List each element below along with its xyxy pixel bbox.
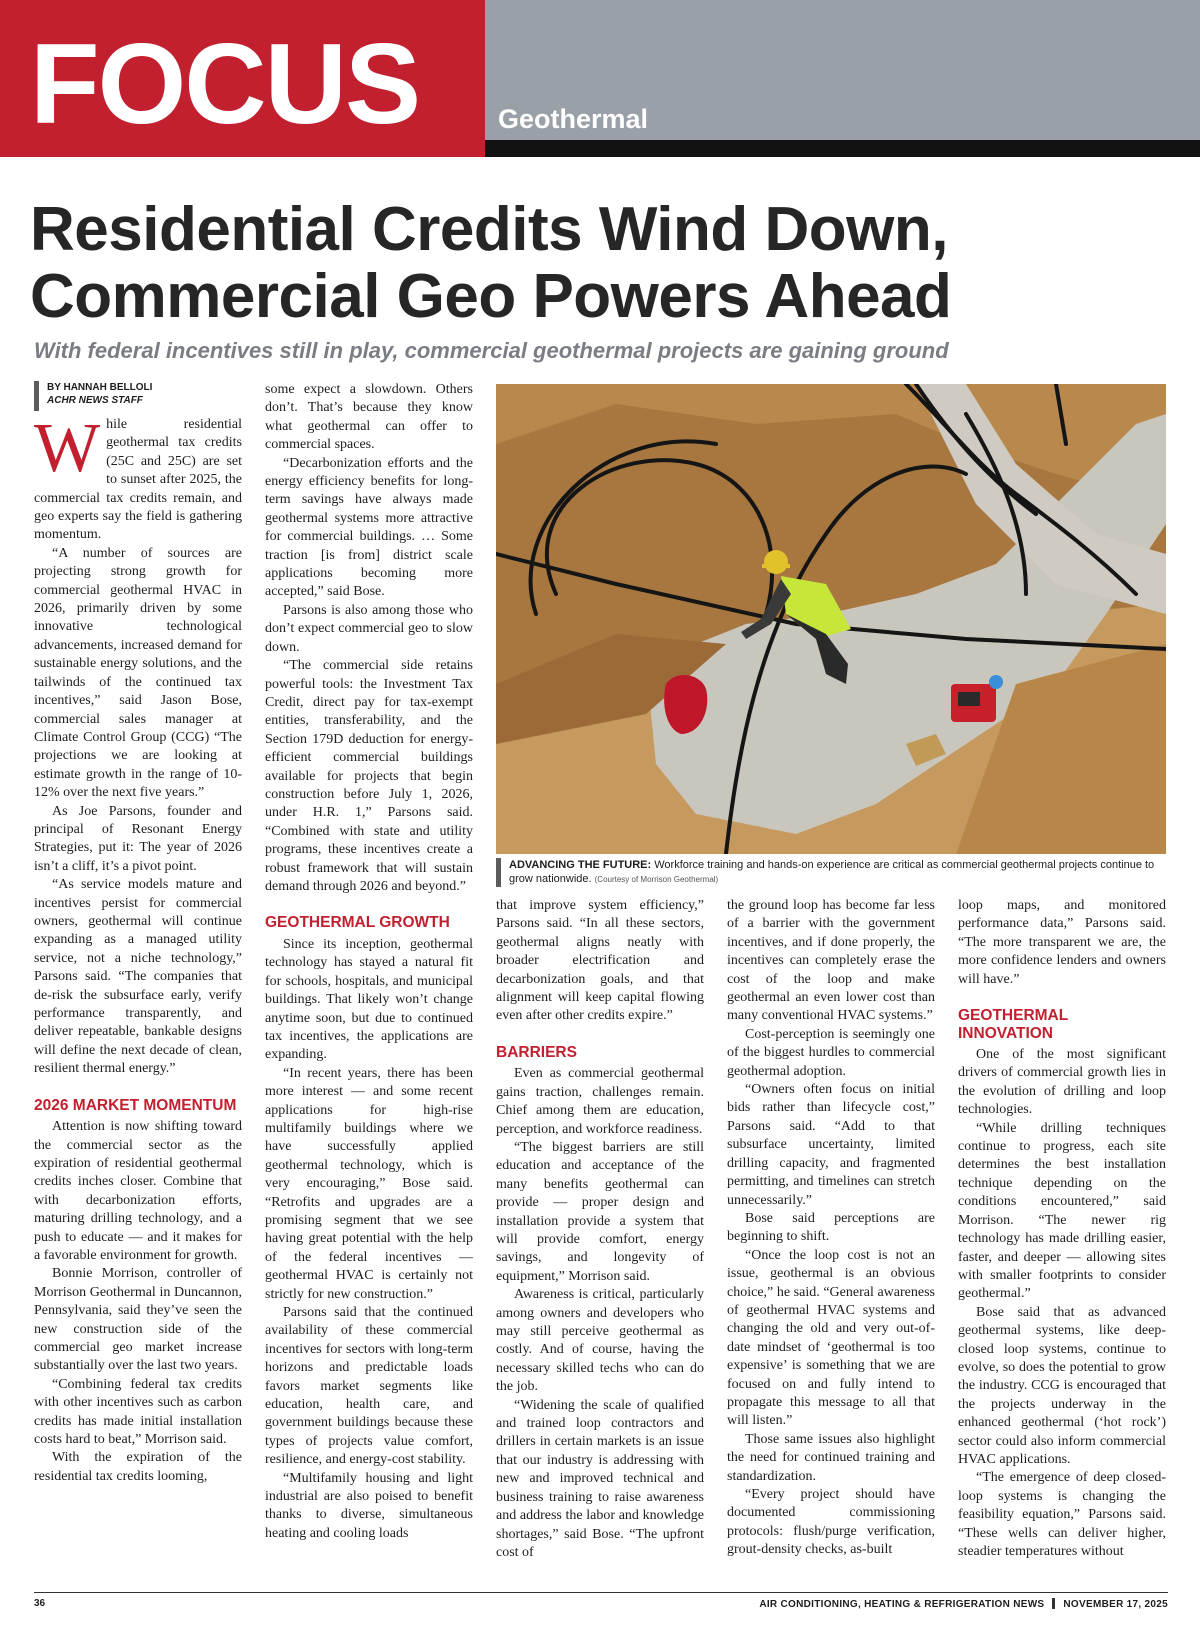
paragraph: that improve system efficiency,” Parsons said. “In all these sectors, geothermal aligns neatly with broader electrification and decarbonization goals, and that alignment will keep capital flowing even after other credits expire.” bbox=[496, 898, 704, 1024]
footer-separator bbox=[1052, 1598, 1055, 1609]
paragraph: “The biggest barriers are still education and acceptance of the many benefits geothermal can provide — proper design and installation provide a system that will provide comfort, energy savings, and longevity of equipment,” Morrison said. bbox=[496, 1139, 704, 1284]
paragraph: “Widening the scale of qualified and trained loop contractors and drillers in certain markets is an issue that our industry is addressing with new and improved technical and business training to raise awareness and address the labor and knowledge shortages,” said Bose. “The upfront cost of bbox=[496, 1397, 704, 1560]
paragraph: “Owners often focus on initial bids rather than lifecycle cost,” Parsons said. “Add to that subsurface uncertainty, limited drilling capacity, and fragmented permitting, and timelines can stretch unnecessarily.” bbox=[727, 1082, 935, 1208]
paragraph: Awareness is critical, particularly among owners and developers who may still perceive geothermal as costly. And of course, having the necessary skilled techs who can do the job. bbox=[496, 1287, 704, 1395]
page-number: 36 bbox=[34, 1598, 46, 1609]
focus-label: FOCUS bbox=[30, 21, 419, 148]
paragraph: Bose said that as advanced geothermal systems, like deep-closed loop systems, continue to evolve, so does the potential to grow the industry. CCG is encouraged that the projects underway in the enhanced geothermal (‘hot rock’) sector could also inform commercial HVAC applications. bbox=[958, 1304, 1166, 1467]
issue-date: NOVEMBER 17, 2025 bbox=[1063, 1599, 1168, 1610]
section-label: Geothermal bbox=[498, 104, 649, 134]
paragraph: Parsons said that the continued availability of these commercial incentives for sectors with long-term horizons and predictable loads favors market segments like education, health care, and government buildings because these types of projects value comfort, resilience, and energy-cost stability. bbox=[265, 1305, 473, 1468]
paragraph: “In recent years, there has been more interest — and some recent applications for high-rise multifamily buildings where we have successfully applied geothermal technology, which is very encouraging,” Bose said. “Retrofits and upgrades are a promising segment that we see having great potential with the help of the federal incentives — geothermal HVAC is certainly not strictly for new construction.” bbox=[265, 1065, 473, 1302]
headline-line-1: Residential Credits Wind Down, bbox=[30, 195, 948, 264]
banner-rule bbox=[485, 140, 1200, 157]
paragraph: Bose said perceptions are beginning to shift. bbox=[727, 1210, 935, 1245]
paragraph: One of the most significant drivers of commercial growth lies in the evolution of drilling and loop technologies. bbox=[958, 1047, 1166, 1118]
paragraph: Cost-perception is seemingly one of the biggest hurdles to commercial geothermal adoption. bbox=[727, 1026, 935, 1079]
paragraph: the ground loop has become far less of a barrier with the government incentives, and if done properly, the incentives can completely erase the cost of the loop and make geothermal an even lower cost than many conventional HVAC systems.” bbox=[727, 898, 935, 1024]
paragraph: With the expiration of the residential tax credits looming, bbox=[34, 1450, 242, 1484]
paragraph: As Joe Parsons, founder and principal of Resonant Energy Strategies, put it: The year of 2026 isn’t a cliff, it’s a pivot point. bbox=[34, 803, 242, 874]
column-3 bbox=[496, 897, 704, 1562]
photo-caption bbox=[496, 858, 1166, 887]
footer-rule bbox=[34, 1592, 1168, 1593]
paragraph: “The emergence of deep closed-loop systems is changing the feasibility equation,” Parsons said. “These wells can deliver higher, steadier temperatures without bbox=[958, 1470, 1166, 1559]
paragraph: Attention is now shifting toward the commercial sector as the expiration of residential geothermal credits inches closer. Combine that with decarbonization efforts, maturing drilling technology, and a push to educate — and it makes for a favorable environment for growth. bbox=[34, 1119, 242, 1263]
byline-author: BY HANNAH BELLOLI bbox=[47, 382, 153, 393]
column-5 bbox=[958, 897, 1166, 1561]
headline-line-2: Commercial Geo Powers Ahead bbox=[30, 262, 952, 331]
paragraph: Those same issues also highlight the need for continued training and standardization. bbox=[727, 1431, 935, 1484]
paragraph: “Multifamily housing and light industrial are also poised to benefit thanks to diverse, simultaneous heating and cooling loads bbox=[265, 1470, 473, 1541]
paragraph: Parsons is also among those who don’t expect commercial geo to slow down. bbox=[265, 602, 473, 655]
geothermal-trench-photo bbox=[496, 384, 1166, 854]
column-1 bbox=[34, 410, 242, 1486]
footer-publication bbox=[759, 1598, 1168, 1610]
paragraph: “A number of sources are projecting strong growth for commercial geothermal HVAC in 2026, primarily driven by some innovative technological advancements, increased demand for sustainable energy solutions, and the tailwinds of the continued tax incentives,” said Jason Bose, commercial sales manager at Climate Control Group (CCG) “The projections we are looking at estimate growth in the range of 10-12% over the next five years.” bbox=[34, 545, 242, 801]
subhead-barriers: BARRIERS bbox=[496, 1043, 577, 1061]
paragraph: Since its inception, geothermal technology has stayed a natural fit for schools, hospitals, and municipal buildings. That likely won’t change anytime soon, but due to continued tax incentives, the applications are expanding. bbox=[265, 936, 473, 1063]
paragraph: “As service models mature and incentives persist for commercial owners, geothermal will continue expanding as a managed utility service, not a niche technology,” Parsons said. “The companies that de-risk the subsurface early, verify performance transparently, and deliver repeatable, bankable designs will define the next decade of clean, resilient thermal energy.” bbox=[34, 877, 242, 1077]
paragraph: “While drilling techniques continue to progress, each site determines the best installation technique depending on the conditions encountered,” said Morrison. “The newer rig technology has made drilling easier, faster, and deeper — allowing sites with smaller footprints to consider geothermal.” bbox=[958, 1120, 1166, 1302]
photo-illustration bbox=[496, 384, 1166, 854]
caption-text: Workforce training and hands-on experience are critical as commercial geothermal projects continue to grow nationwide. bbox=[509, 859, 1155, 885]
paragraph: “Combining federal tax credits with other incentives such as carbon credits has made initial installation costs hard to beat,” Morrison said. bbox=[34, 1376, 242, 1448]
byline-staff: ACHR NEWS STAFF bbox=[47, 395, 143, 406]
paragraph: loop maps, and monitored performance data,” Parsons said. “The more transparent we are, the more confidence lenders and owners will have.” bbox=[958, 898, 1166, 987]
paragraph: “The commercial side retains powerful tools: the Investment Tax Credit, direct pay for tax-exempt entities, transferability, and the Section 179D deduction for energy-efficient commercial buildings available for projects that begin construction before July 1, 2026, under H.R. 1,” Parsons said. “Combined with state and utility programs, these incentives create a robust framework that will sustain demand through 2026 and beyond.” bbox=[265, 658, 473, 894]
subhead-market-momentum: 2026 MARKET MOMENTUM bbox=[34, 1096, 237, 1114]
paragraph: Even as commercial geothermal gains traction, challenges remain. Chief among them are education, perception, and workforce readiness. bbox=[496, 1066, 704, 1137]
column-4 bbox=[727, 897, 935, 1560]
article-deck: With federal incentives still in play, commercial geothermal projects are gaining ground bbox=[34, 338, 949, 363]
byline bbox=[34, 381, 152, 411]
paragraph: “Decarbonization efforts and the energy efficiency benefits for long-term savings have always made geothermal systems more attractive for commercial buildings. … Some traction [is from] district scale applications becoming more accepted,” said Bose. bbox=[265, 455, 473, 600]
paragraph: “Once the loop cost is not an issue, geothermal is an obvious choice,” he said. “General awareness of geothermal HVAC systems and changing the old and very out-of-date mindset of ‘geothermal is too expensive’ is something that we are focused on and fully intend to propagate this message to all that will listen.” bbox=[727, 1247, 935, 1429]
drop-cap: W bbox=[34, 410, 101, 487]
paragraph: Bonnie Morrison, controller of Morrison Geothermal in Duncannon, Pennsylvania, said they’ve seen the new construction side of the commercial geo market increase substantially over the last two years. bbox=[34, 1266, 242, 1374]
subhead-geothermal-growth: GEOTHERMAL GROWTH bbox=[265, 914, 450, 932]
publication-name: AIR CONDITIONING, HEATING & REFRIGERATION NEWS bbox=[759, 1599, 1045, 1610]
paragraph: “Every project should have documented commissioning protocols: flush/purge verification, grout-density checks, as-built bbox=[727, 1487, 935, 1558]
photo-credit: (Courtesy of Morrison Geothermal) bbox=[594, 875, 719, 884]
paragraph: some expect a slowdown. Others don’t. That’s because they know what geothermal can offer to commercial spaces. bbox=[265, 382, 473, 453]
subhead-geothermal-innovation: GEOTHERMAL INNOVATION bbox=[958, 1007, 1068, 1042]
caption-label: ADVANCING THE FUTURE: bbox=[509, 859, 652, 871]
column-2 bbox=[265, 381, 473, 1543]
article-headline bbox=[30, 196, 1170, 330]
paragraph: While residential geothermal tax credits (25C and 25C) are set to sunset after 2025, the commercial tax credits remain, and geo experts say the field is gathering momentum. bbox=[34, 410, 242, 543]
